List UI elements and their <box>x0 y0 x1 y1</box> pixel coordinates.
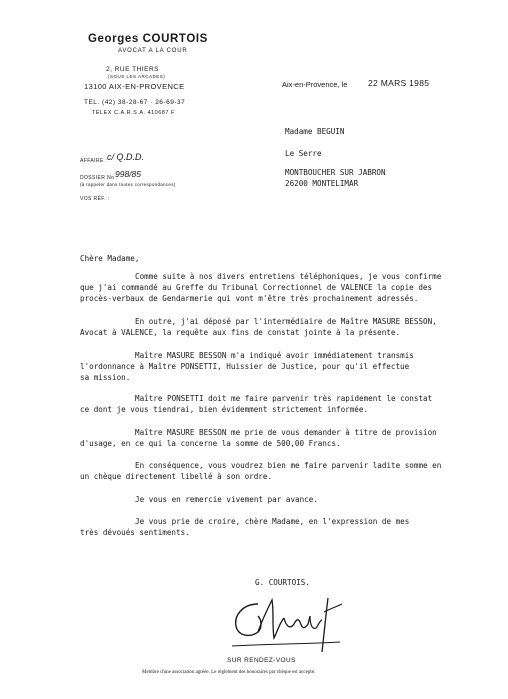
letterhead-telex: TÉLEX C.A.R.S.A. 410687 F <box>92 110 175 116</box>
letterhead-street-note: (SOUS LES ARCADES) <box>108 74 166 79</box>
paragraph-1-line: Comme suite à nos divers entretiens téléphoniques, je vous confirme <box>135 272 442 281</box>
paragraph-4-line: Maître PONSETTI doit me faire parvenir très rapidement le constat <box>135 394 433 403</box>
recipient-line4: 26200 MONTELIMAR <box>285 179 359 188</box>
vos-ref-label: VOS RÉF. : <box>80 196 110 202</box>
affaire-value: c/ Q.D.D. <box>107 152 145 162</box>
paragraph-6-line: En conséquence, vous voudrez bien me faire parvenir ladite somme en <box>135 461 442 470</box>
paragraph-1 <box>80 271 472 305</box>
paragraph-8-line: très dévoués sentiments. <box>80 528 190 538</box>
paragraph-6 <box>80 460 472 482</box>
paragraph-8 <box>80 516 472 538</box>
dossier-value: 998/85 <box>115 169 141 179</box>
handwritten-signature <box>228 590 344 656</box>
paragraph-1-line: que j'ai commandé au Greffe du Tribunal Correctionnel de VALENCE la copie des <box>80 283 433 293</box>
date-place: Aix-en-Provence, le <box>282 80 348 89</box>
paragraph-1-line: procès-verbaux de Gendarmerie qui vont m'être très prochainement adressés. <box>80 294 419 304</box>
paragraph-4-line: ce dont je vous tiendrai, bien évidemment strictement informée. <box>80 405 369 415</box>
paragraph-5-line: Maître MASURE BESSON me prie de vous demander à titre de provision <box>135 428 437 437</box>
letterhead-name: Georges COURTOIS <box>88 33 208 45</box>
paragraph-3 <box>80 350 472 384</box>
paragraph-2 <box>80 316 472 338</box>
letterhead-city: 13100 AIX-EN-PROVENCE <box>84 82 185 91</box>
salutation: Chère Madame, <box>80 254 140 263</box>
dossier-note: (à rappeler dans toutes correspondances) <box>80 182 176 187</box>
paragraph-8-line: Je vous prie de croire, chère Madame, en l'expression de mes <box>135 517 410 526</box>
letter-date: 22 MARS 1985 <box>368 78 430 88</box>
signatory-name: G. COURTOIS. <box>255 578 310 587</box>
recipient-line2: Le Serre <box>285 149 322 158</box>
paragraph-3-line: sa mission. <box>80 373 131 383</box>
letterhead-phone: TEL. (42) 38-28-67 · 26-69-37 <box>84 99 186 106</box>
affaire-label: AFFAIRE : <box>80 158 108 164</box>
paragraph-3-line: Maître MASURE BESSON m'a indiqué avoir immédiatement transmis <box>135 351 414 360</box>
paragraph-3-line: l'ordonnance à Maître PONSETTI, Huissier de Justice, pour qu'il effectue <box>80 362 410 372</box>
paragraph-5-line: d'usage, en ce qui la concerne la somme de 500,00 Francs. <box>80 439 341 449</box>
letterhead-title: AVOCAT A LA COUR <box>118 48 188 54</box>
paragraph-6-line: un chèque directement libellé à son ordre. <box>80 472 273 482</box>
paragraph-7-line: Je vous en remercie vivement par avance. <box>135 495 318 504</box>
letterhead-street: 2, RUE THIERS <box>106 66 159 73</box>
recipient-name: Madame BEGUIN <box>285 127 345 136</box>
dossier-label: DOSSIER No : <box>80 175 118 181</box>
paragraph-2-line: En outre, j'ai déposé par l'intermédiaire de Maître MASURE BESSON, <box>135 317 437 326</box>
paragraph-7 <box>80 494 472 505</box>
paragraph-2-line: Avocat à VALENCE, la requête aux fins de constat jointe à la présente. <box>80 328 401 338</box>
paragraph-5 <box>80 427 472 449</box>
paragraph-4 <box>80 393 472 415</box>
appointment-note: SUR RENDEZ-VOUS <box>227 657 296 664</box>
recipient-line3: MONTBOUCHER SUR JABRON <box>285 168 386 177</box>
membership-note: Membre d'une association agréée. Le règlement des honoraires par chèque est accepté. <box>142 670 316 675</box>
